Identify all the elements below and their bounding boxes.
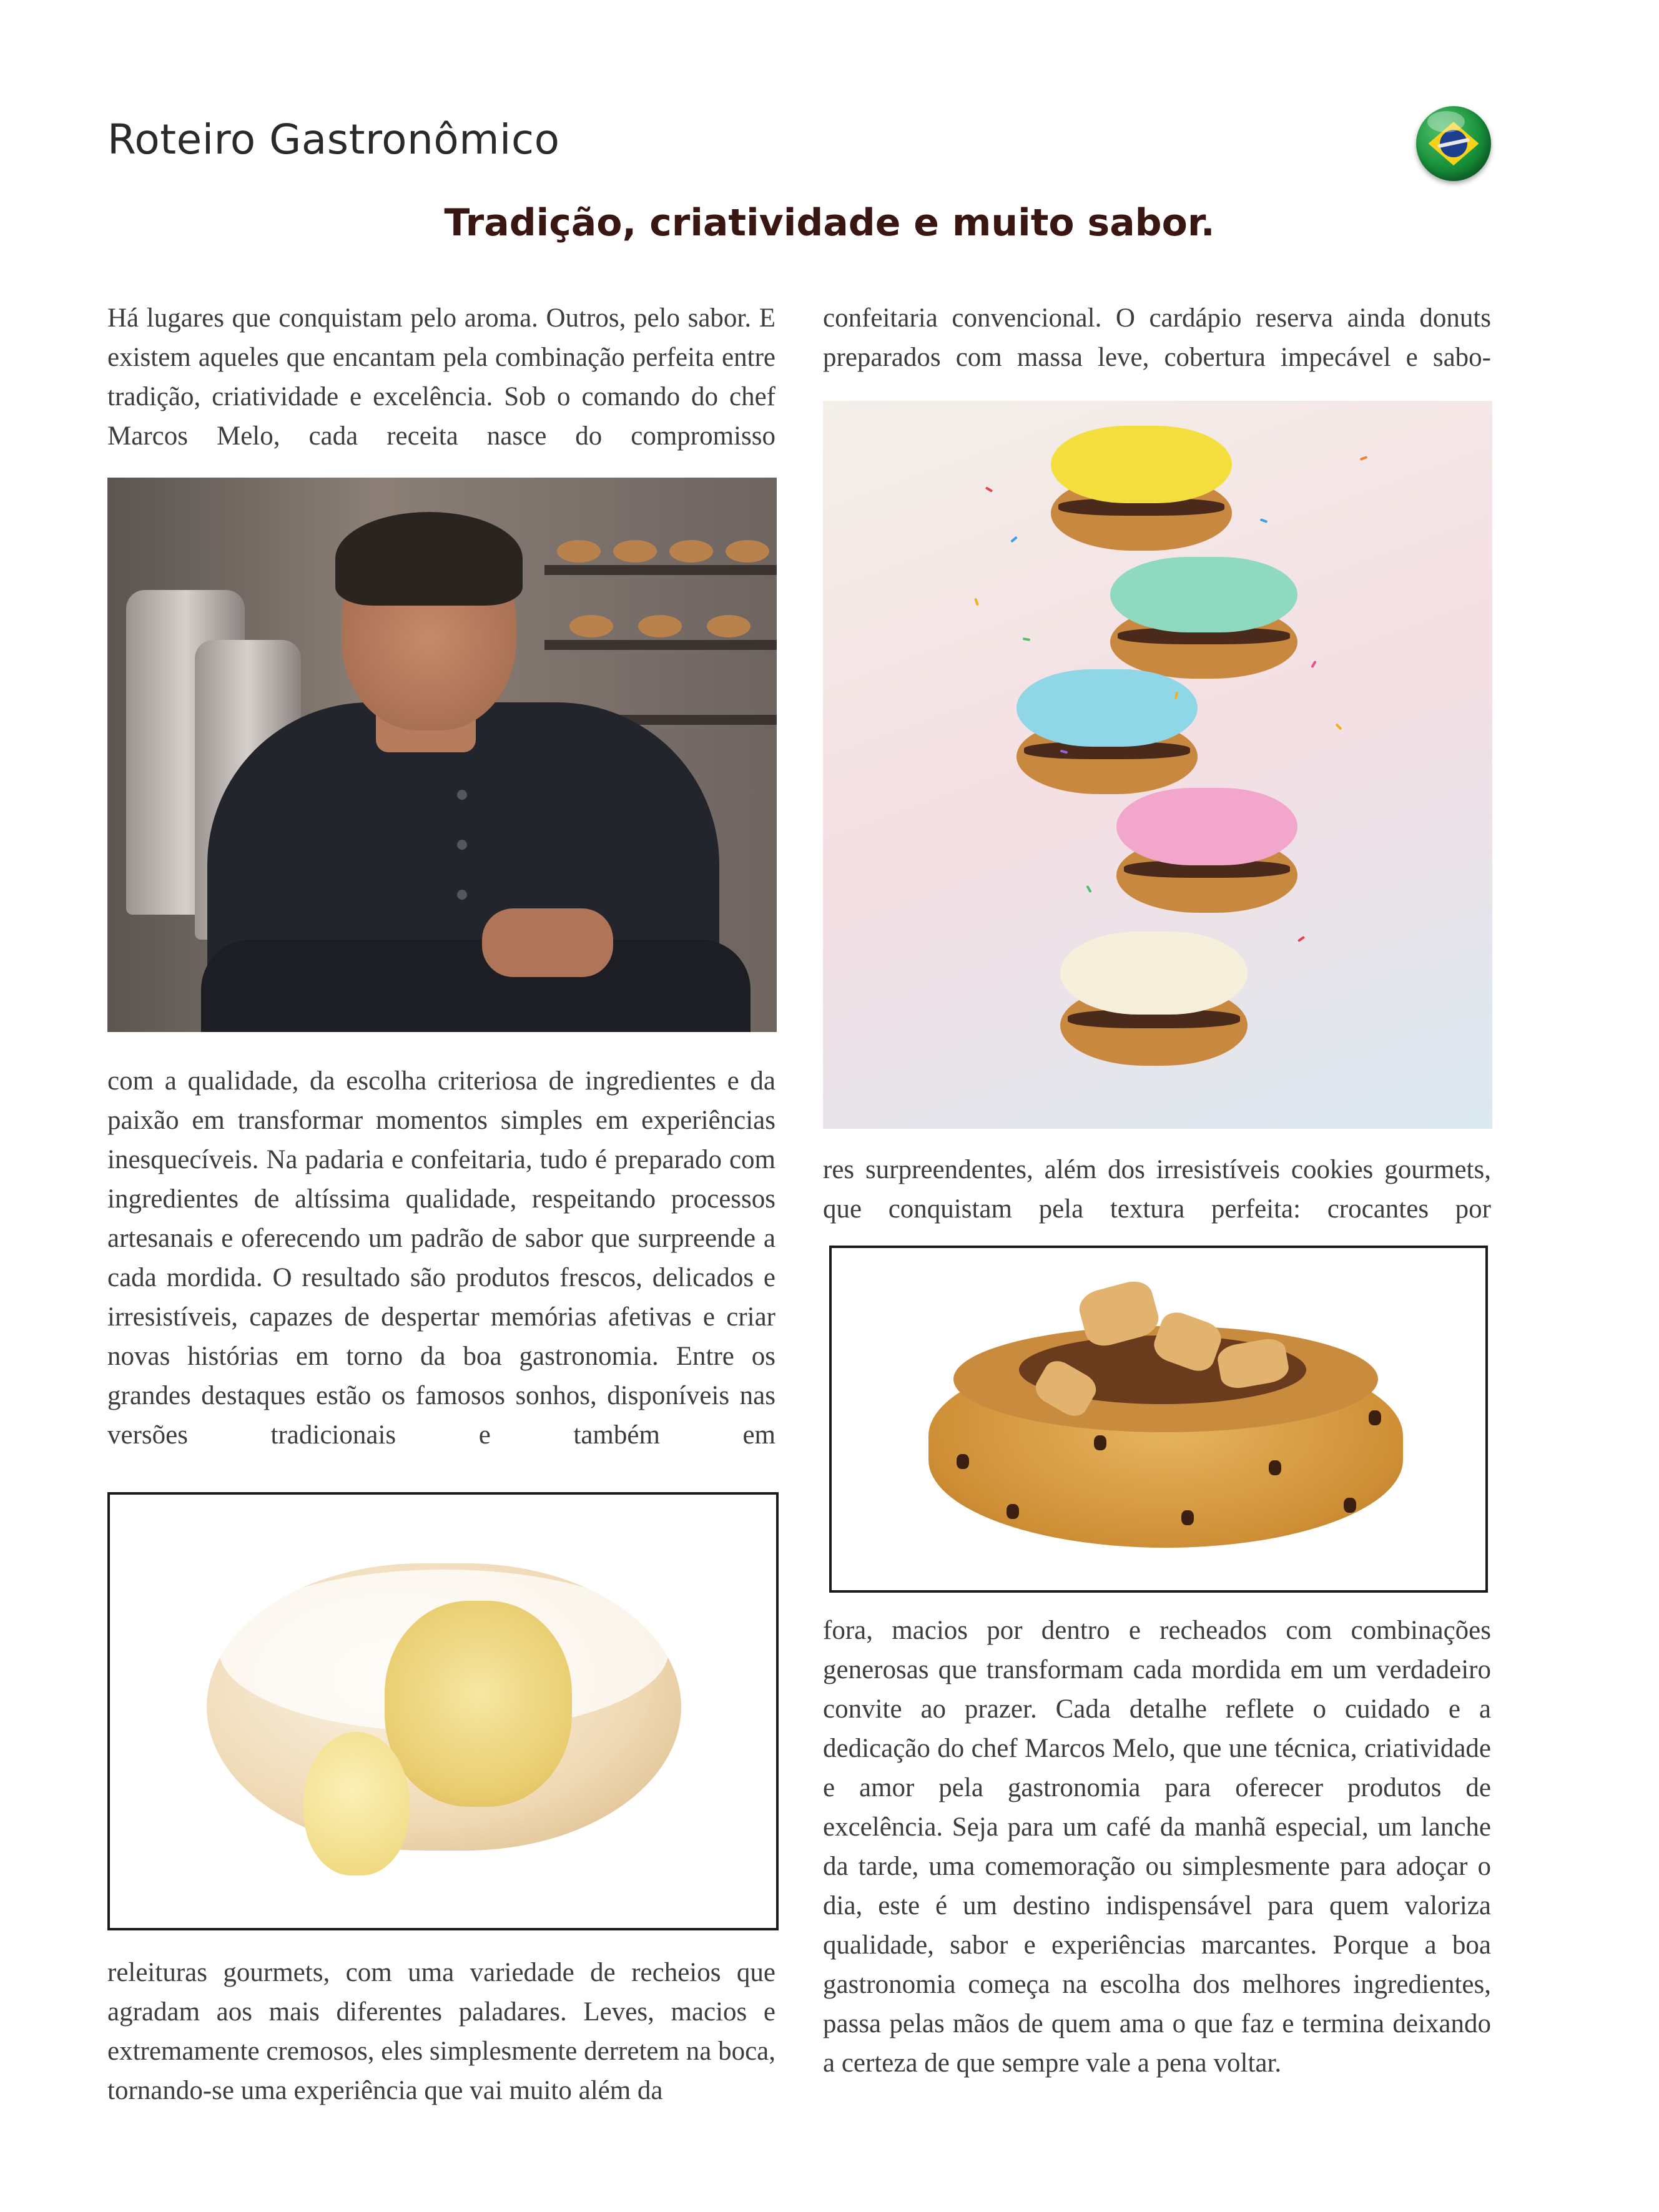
bakery-shelf (544, 565, 777, 575)
flag-gloss (1427, 111, 1465, 132)
chef-hands (482, 908, 613, 977)
paragraph-sonhos: releituras gourmets, com uma variedade de recheios que agradam aos mais diferentes paladares. Leves, macios e extremamente cremosos, eles simplesmente derretem na boca, tornando-se uma experiência que vai muito além da (107, 1958, 775, 2105)
sprinkle (1260, 518, 1268, 523)
sprinkle (1297, 936, 1305, 942)
chocolate-chip (1094, 1435, 1106, 1450)
section-title: Roteiro Gastronômico (107, 116, 560, 164)
donut-blue (1017, 669, 1198, 794)
bread-loaf (638, 615, 682, 637)
article-headline: Tradição, criatividade e muito sabor. (444, 201, 1215, 245)
chocolate-chip (957, 1454, 969, 1469)
donut-icing (1051, 426, 1232, 503)
donut-icing (1060, 931, 1248, 1015)
sprinkle (974, 598, 979, 606)
donut-yellow (1051, 426, 1232, 551)
donut-icing (1017, 669, 1198, 747)
sprinkle (1335, 723, 1342, 730)
sonho-cream-filling (385, 1601, 572, 1807)
donut-white (1060, 931, 1248, 1066)
sprinkle (985, 486, 993, 492)
sprinkle (1311, 661, 1316, 668)
jacket-button (457, 890, 467, 900)
sprinkle (1010, 536, 1018, 543)
chocolate-chip (1369, 1410, 1381, 1425)
cookie-photo (829, 1246, 1488, 1593)
bread-loaf (557, 540, 601, 563)
chef-crossed-arms (201, 940, 751, 1032)
paragraph-intro: Há lugares que conquistam pelo aroma. Outros, pelo sabor. E existem aqueles que encantam pela combinação perfeita entre tradição, criatividade e excelência. Sob o comando do chef Marcos Melo, cada receita nasce do compromisso (107, 303, 775, 451)
cream-drip (303, 1732, 410, 1875)
jacket-button (457, 790, 467, 800)
chef-photo (107, 478, 777, 1032)
bakery-shelf (544, 640, 777, 650)
sprinkle (1023, 637, 1031, 641)
donut-icing (1116, 788, 1297, 865)
chocolate-chip (1344, 1498, 1356, 1513)
sprinkle (1086, 885, 1091, 893)
donut-mint (1110, 557, 1297, 679)
donut-pink (1116, 788, 1297, 913)
chef-hair (335, 512, 523, 606)
paragraph-cookies: res surpreendentes, além dos irresistíveis cookies gourmets, que conquistam pela textura perfeita: crocantes por (823, 1155, 1491, 1224)
bread-loaf (569, 615, 613, 637)
bread-loaf (707, 615, 751, 637)
chocolate-chip (1181, 1510, 1194, 1525)
donuts-photo (823, 401, 1492, 1129)
paragraph-bakery: com a qualidade, da escolha criteriosa de ingredientes e da paixão em transformar momentos simples em experiências inesquecíveis. Na padaria e confeitaria, tudo é preparado com ingredientes de altíssima qualidade, respeitando processos artesanais e oferecendo um padrão de sabor que surpreende a cada mordida. O resultado são produtos frescos, delicados e irresistíveis, capazes de despertar memórias afetivas e criar novas histórias em torno da boa gastronomia. Entre os grandes destaques estão os famosos sonhos, disponíveis nas versões tradicionais e também em (107, 1066, 775, 1450)
brazil-flag-icon (1416, 106, 1491, 181)
paragraph-closing: fora, macios por dentro e recheados com combinações generosas que transformam cada mordida em um verdadeiro convite ao prazer. Cada detalhe reflete o cuidado e a dedicação do chef Marcos Melo, que une técnica, criatividade e amor pela gastronomia para oferecer produtos de excelência. Seja para um café da manhã especial, um lanche da tarde, uma comemoração ou simplesmente para adoçar o dia, este é um destino indispensável para quem valoriza qualidade, sabor e experiências marcantes. Porque a boa gastronomia começa na escolha dos melhores ingredientes, passa pelas mãos de quem ama o que faz e termina deixando a certeza de que sempre vale a pena voltar. (823, 1616, 1491, 2078)
paragraph-donuts: confeitaria convencional. O cardápio reserva ainda donuts preparados com massa leve, cobertura impecável e sabo- (823, 303, 1491, 372)
chocolate-chip (1269, 1460, 1281, 1475)
jacket-button (457, 840, 467, 850)
chocolate-chip (1007, 1504, 1019, 1519)
sonho-photo (107, 1492, 779, 1930)
donut-icing (1110, 557, 1297, 632)
bread-loaf (613, 540, 657, 563)
sprinkle (1360, 456, 1368, 461)
bread-loaf (669, 540, 713, 563)
bread-loaf (726, 540, 769, 563)
